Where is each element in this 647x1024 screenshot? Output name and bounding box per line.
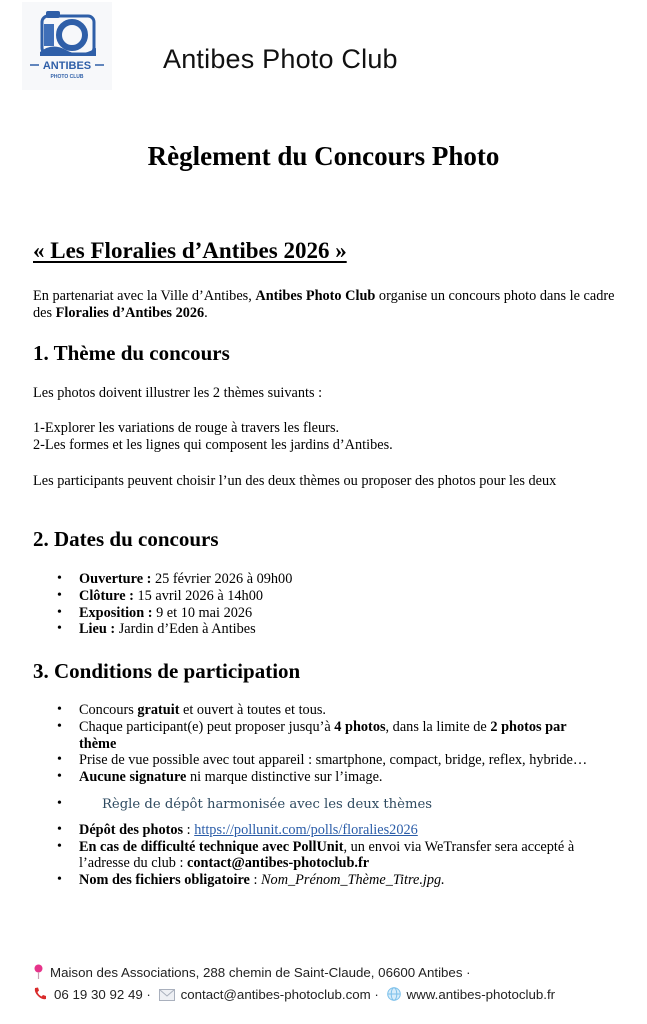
text: , dans la limite de — [385, 718, 491, 735]
logo-text-sub: PHOTO CLUB — [50, 74, 84, 80]
text: , un envoi via WeTransfer sera accepté à l’adresse du club : — [79, 838, 575, 872]
condition-free — [0, 702, 600, 719]
envelope-icon — [159, 987, 175, 1007]
filename-format: Nom_Prénom_Thème_Titre.jpg. — [261, 872, 445, 889]
text: Concours — [79, 702, 138, 718]
club-logo — [22, 2, 112, 90]
footer-website[interactable]: www.antibes-photoclub.fr — [406, 987, 556, 1002]
footer — [33, 963, 613, 1007]
dates-list — [0, 571, 600, 638]
text: : — [183, 821, 195, 838]
theme-1: 1-Explorer les variations de rouge à travers les fleurs. — [33, 420, 340, 436]
text-bold: 2 photos par thème — [79, 718, 567, 752]
conditions-list — [0, 702, 600, 889]
theme-2: 2-Les formes et les lignes qui composent les jardins d’Antibes. — [33, 437, 393, 453]
text: Chaque participant(e) peut proposer jusqu’à — [79, 718, 335, 735]
logo-text-main: ANTIBES — [42, 60, 92, 72]
bullet: • — [57, 769, 62, 785]
condition-no-signature — [0, 769, 600, 786]
club-name: Antibes Photo Club — [163, 44, 398, 74]
intro-event: Floralies d’Antibes 2026 — [55, 305, 205, 321]
map-pin-icon — [33, 964, 44, 985]
date-label: Ouverture : — [79, 571, 152, 587]
bullet: • — [57, 621, 62, 637]
bullet: • — [57, 718, 62, 734]
condition-device — [0, 752, 600, 769]
bullet: • — [57, 587, 62, 603]
section-heading-dates: 2. Dates du concours — [33, 527, 219, 551]
date-label: Exposition : — [79, 604, 153, 621]
bullet: • — [57, 571, 62, 586]
text-bold: gratuit — [137, 702, 180, 718]
condition-wetransfer — [0, 839, 600, 873]
date-value: Jardin d’Eden à Antibes — [115, 621, 256, 638]
text-bold: 4 photos — [334, 718, 386, 735]
rule-note-text: Règle de dépôt harmonisée avec les deux thèmes — [102, 796, 433, 812]
bullet: • — [57, 838, 62, 854]
date-item-opening — [0, 571, 600, 588]
condition-filename — [0, 872, 600, 889]
bullet: • — [57, 872, 62, 888]
intro-text: organise un concours photo dans le cadre des — [33, 288, 615, 321]
date-item-exhibition — [0, 605, 600, 622]
text-bold: Dépôt des photos — [79, 821, 184, 838]
theme-note: Les participants peuvent choisir l’un des deux thèmes ou proposer des photos pour les deux — [33, 473, 557, 489]
date-value: 25 février 2026 à 09h00 — [151, 571, 293, 587]
theme-lead: Les photos doivent illustrer les 2 thèmes suivants : — [33, 385, 323, 401]
upload-link[interactable]: https://pollunit.com/polls/floralies2026 — [194, 821, 418, 838]
section-heading-conditions: 3. Conditions de participation — [33, 659, 301, 683]
intro-text: . — [204, 305, 208, 321]
text-bold: Aucune signature — [79, 769, 187, 786]
intro-paragraph — [33, 288, 618, 322]
rule-note — [0, 796, 600, 814]
section-heading-theme: 1. Thème du concours — [33, 341, 230, 365]
text-bold: En cas de difficulté technique avec PollUnit — [79, 838, 344, 855]
bullet: • — [57, 795, 62, 811]
club-email[interactable]: contact@antibes-photoclub.fr — [187, 855, 370, 872]
footer-phone: 06 19 30 92 49 · — [54, 987, 151, 1002]
date-value: 15 avril 2026 à 14h00 — [133, 587, 263, 604]
condition-photo-limit — [0, 719, 600, 753]
condition-upload — [0, 822, 600, 839]
bullet: • — [57, 604, 62, 620]
bullet: • — [57, 821, 62, 837]
date-item-place — [0, 621, 600, 638]
text-bold: Nom des fichiers obligatoire — [79, 872, 250, 889]
bullet: • — [57, 752, 62, 768]
footer-email[interactable]: contact@antibes-photoclub.com · — [180, 987, 379, 1002]
intro-text: En partenariat avec la Ville d’Antibes, — [33, 288, 256, 304]
text: Prise de vue possible avec tout appareil : smartphone, compact, bridge, reflex, hybride… — [79, 752, 588, 769]
date-label: Lieu : — [79, 621, 116, 638]
text: ni marque distinctive sur l’image. — [186, 769, 383, 786]
contest-title: « Les Floralies d’Antibes 2026 » — [33, 238, 347, 263]
text: et ouvert à toutes et tous. — [179, 702, 326, 718]
globe-icon — [387, 987, 401, 1007]
bullet: • — [57, 702, 62, 717]
date-item-closing — [0, 588, 600, 605]
date-value: 9 et 10 mai 2026 — [152, 604, 253, 621]
footer-address: Maison des Associations, 288 chemin de Saint-Claude, 06600 Antibes · — [50, 965, 471, 980]
phone-icon — [33, 986, 48, 1007]
text: : — [249, 872, 262, 889]
document-title: Règlement du Concours Photo — [147, 141, 500, 171]
intro-club: Antibes Photo Club — [255, 288, 376, 304]
date-label: Clôture : — [79, 587, 134, 604]
